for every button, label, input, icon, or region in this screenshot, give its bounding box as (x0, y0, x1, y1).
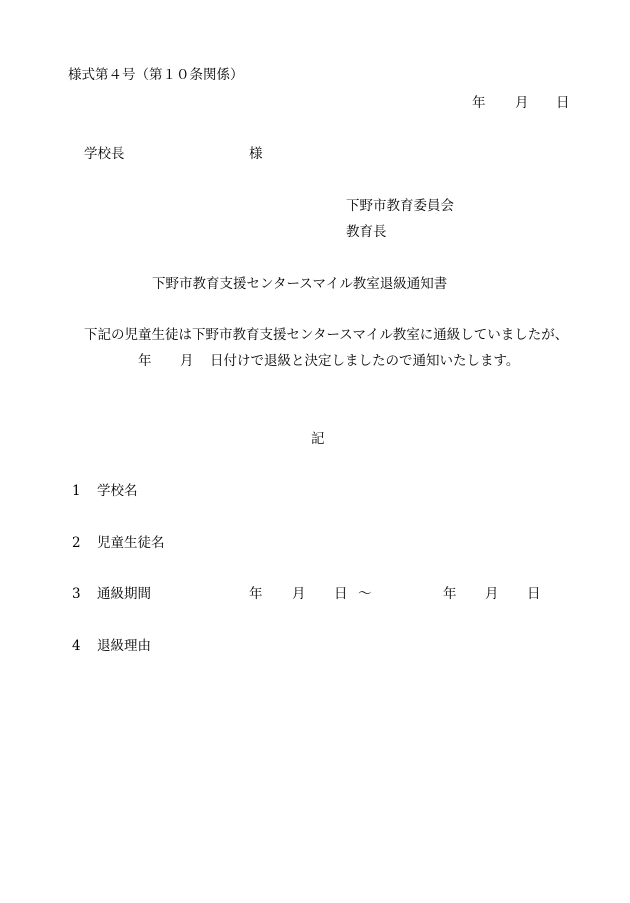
item-label: 児童生徒名 (97, 535, 165, 551)
period-end-day: 日 (527, 586, 541, 602)
body-line-1: 下記の児童生徒は下野市教育支援センタースマイル教室に通級していましたが、 (84, 327, 569, 343)
body-line-2-rest: 日付けで退級と決定しましたので通知いたします。 (210, 353, 520, 369)
period-end-month: 月 (485, 586, 499, 602)
item-label: 退級理由 (97, 638, 151, 654)
date-day: 日 (556, 95, 570, 111)
sender-title: 教育長 (346, 224, 387, 240)
body-year: 年 (138, 353, 152, 369)
period-start-year: 年 (249, 586, 263, 602)
period-tilde: ～ (358, 586, 372, 602)
item-number: 2 (72, 535, 81, 551)
document-title: 下野市教育支援センタースマイル教室退級通知書 (152, 276, 448, 292)
addressee-label: 学校長 (84, 146, 125, 162)
period-start-month: 月 (292, 586, 306, 602)
date-year: 年 (472, 95, 486, 111)
item-label: 通級期間 (97, 586, 151, 602)
item-label: 学校名 (97, 483, 138, 499)
form-number: 様式第４号（第１０条関係） (68, 67, 244, 83)
period-end-year: 年 (443, 586, 457, 602)
item-number: 1 (72, 483, 81, 499)
sender-org: 下野市教育委員会 (346, 198, 454, 214)
date-month: 月 (515, 95, 529, 111)
period-start-day: 日 (334, 586, 348, 602)
item-number: 4 (72, 638, 81, 654)
body-month: 月 (180, 353, 194, 369)
addressee-honorific: 様 (249, 146, 263, 162)
ki-heading: 記 (311, 431, 325, 447)
item-number: 3 (72, 586, 81, 602)
